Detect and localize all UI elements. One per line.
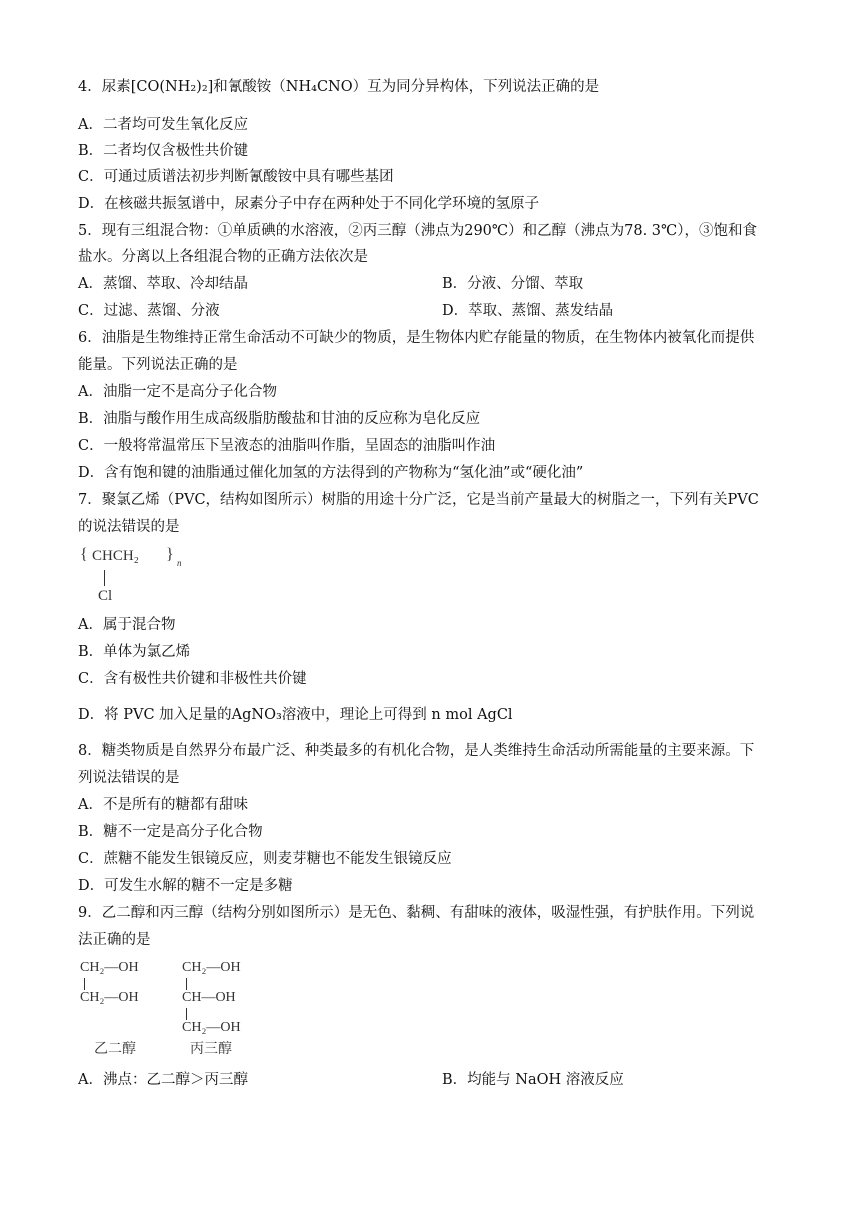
- pvc-bracket-left: {: [80, 546, 88, 563]
- q7-stem-line2: 的说法错误的是: [78, 519, 180, 535]
- q6-stem-line1: 6．油脂是生物维持正常生命活动不可缺少的物质，是生物体内贮存能量的物质，在生物体内被氧化而提供: [78, 330, 755, 346]
- glycerol-name: 丙三醇: [190, 1042, 232, 1057]
- q4-option-a: A．二者均可发生氧化反应: [78, 117, 248, 133]
- q7-stem-line1: 7．聚氯乙烯（PVC，结构如图所示）树脂的用途十分广泛，它是当前产量最大的树脂之一，下列有关PVC: [78, 492, 759, 508]
- q9-option-b: B．均能与 NaOH 溶液反应: [442, 1072, 624, 1088]
- q9-stem-line1: 9．乙二醇和丙三醇（结构分别如图所示）是无色、黏稠、有甜味的液体，吸湿性强，有护肤作用。下列说: [78, 905, 755, 921]
- glycol-row1: CH₂—OH: [80, 960, 139, 975]
- q8-stem-line2: 列说法错误的是: [78, 770, 180, 786]
- q4-option-d: D．在核磁共振氢谱中，尿素分子中存在两种处于不同化学环境的氢原子: [78, 196, 540, 212]
- glycerol-bond-2: [186, 1008, 187, 1020]
- q5-stem-line2: 盐水。分离以上各组混合物的正确方法依次是: [78, 249, 368, 265]
- q7-option-c: C．含有极性共价键和非极性共价键: [78, 671, 307, 687]
- q8-stem-line1: 8．糖类物质是自然界分布最广泛、种类最多的有机化合物，是人类维持生命活动所需能量的主要来源。下: [78, 743, 755, 759]
- q7-option-d: D．将 PVC 加入足量的AgNO₃溶液中，理论上可得到 n mol AgCl: [78, 707, 513, 723]
- q8-option-a: A．不是所有的糖都有甜味: [78, 797, 248, 813]
- pvc-bracket-right: }: [166, 546, 174, 563]
- q5-option-d: D．萃取、蒸馏、蒸发结晶: [442, 303, 614, 319]
- q6-stem-line2: 能量。下列说法正确的是: [78, 357, 238, 373]
- q6-option-d: D．含有饱和键的油脂通过催化加氢的方法得到的产物称为“氢化油”或“硬化油”: [78, 465, 584, 481]
- q5-stem-line1: 5．现有三组混合物：①单质碘的水溶液，②丙三醇（沸点为290℃）和乙醇（沸点为78. 3℃），③饱和食: [78, 223, 757, 239]
- q4-option-c: C．可通过质谱法初步判断氰酸铵中具有哪些基团: [78, 169, 394, 185]
- glycerol-structure: [182, 960, 272, 1060]
- glycerol-row2: CH—OH: [182, 990, 236, 1005]
- q4-option-b: B．二者均仅含极性共价键: [78, 143, 249, 159]
- glycerol-row3: CH₂—OH: [182, 1020, 241, 1035]
- q6-option-a: A．油脂一定不是高分子化合物: [78, 384, 277, 400]
- pvc-bond-line: [104, 570, 105, 586]
- glycol-name: 乙二醇: [94, 1042, 136, 1057]
- pvc-structure: [80, 548, 200, 610]
- q8-option-b: B．糖不一定是高分子化合物: [78, 824, 263, 840]
- q7-option-a: A．属于混合物: [78, 617, 176, 633]
- ethylene-glycol-structure: [80, 960, 170, 1060]
- q7-option-b: B．单体为氯乙烯: [78, 644, 191, 660]
- q5-option-a: A．蒸馏、萃取、冷却结晶: [78, 276, 248, 292]
- q8-option-d: D．可发生水解的糖不一定是多糖: [78, 878, 293, 894]
- glycerol-row1: CH₂—OH: [182, 960, 241, 975]
- q9-option-a: A．沸点：乙二醇＞丙三醇: [78, 1072, 248, 1088]
- q6-option-c: C．一般将常温常压下呈液态的油脂叫作脂，呈固态的油脂叫作油: [78, 438, 496, 454]
- q4-stem: 4．尿素[CO(NH₂)₂]和氰酸铵（NH₄CNO）互为同分异构体，下列说法正确的是: [78, 79, 600, 95]
- q5-option-b: B．分液、分馏、萃取: [442, 276, 584, 292]
- glycol-row2: CH₂—OH: [80, 990, 139, 1005]
- glycerol-bond-1: [186, 978, 187, 990]
- pvc-chlorine: Cl: [98, 588, 113, 604]
- glycol-bond: [84, 978, 85, 990]
- q5-option-c: C．过滤、蒸馏、分液: [78, 303, 220, 319]
- q8-option-c: C．蔗糖不能发生银镜反应，则麦芽糖也不能发生银镜反应: [78, 851, 452, 867]
- q6-option-b: B．油脂与酸作用生成高级脂肪酸盐和甘油的反应称为皂化反应: [78, 411, 481, 427]
- q9-stem-line2: 法正确的是: [78, 932, 151, 948]
- pvc-repeat-n: n: [177, 558, 182, 568]
- pvc-chain: CHCH₂: [92, 548, 139, 564]
